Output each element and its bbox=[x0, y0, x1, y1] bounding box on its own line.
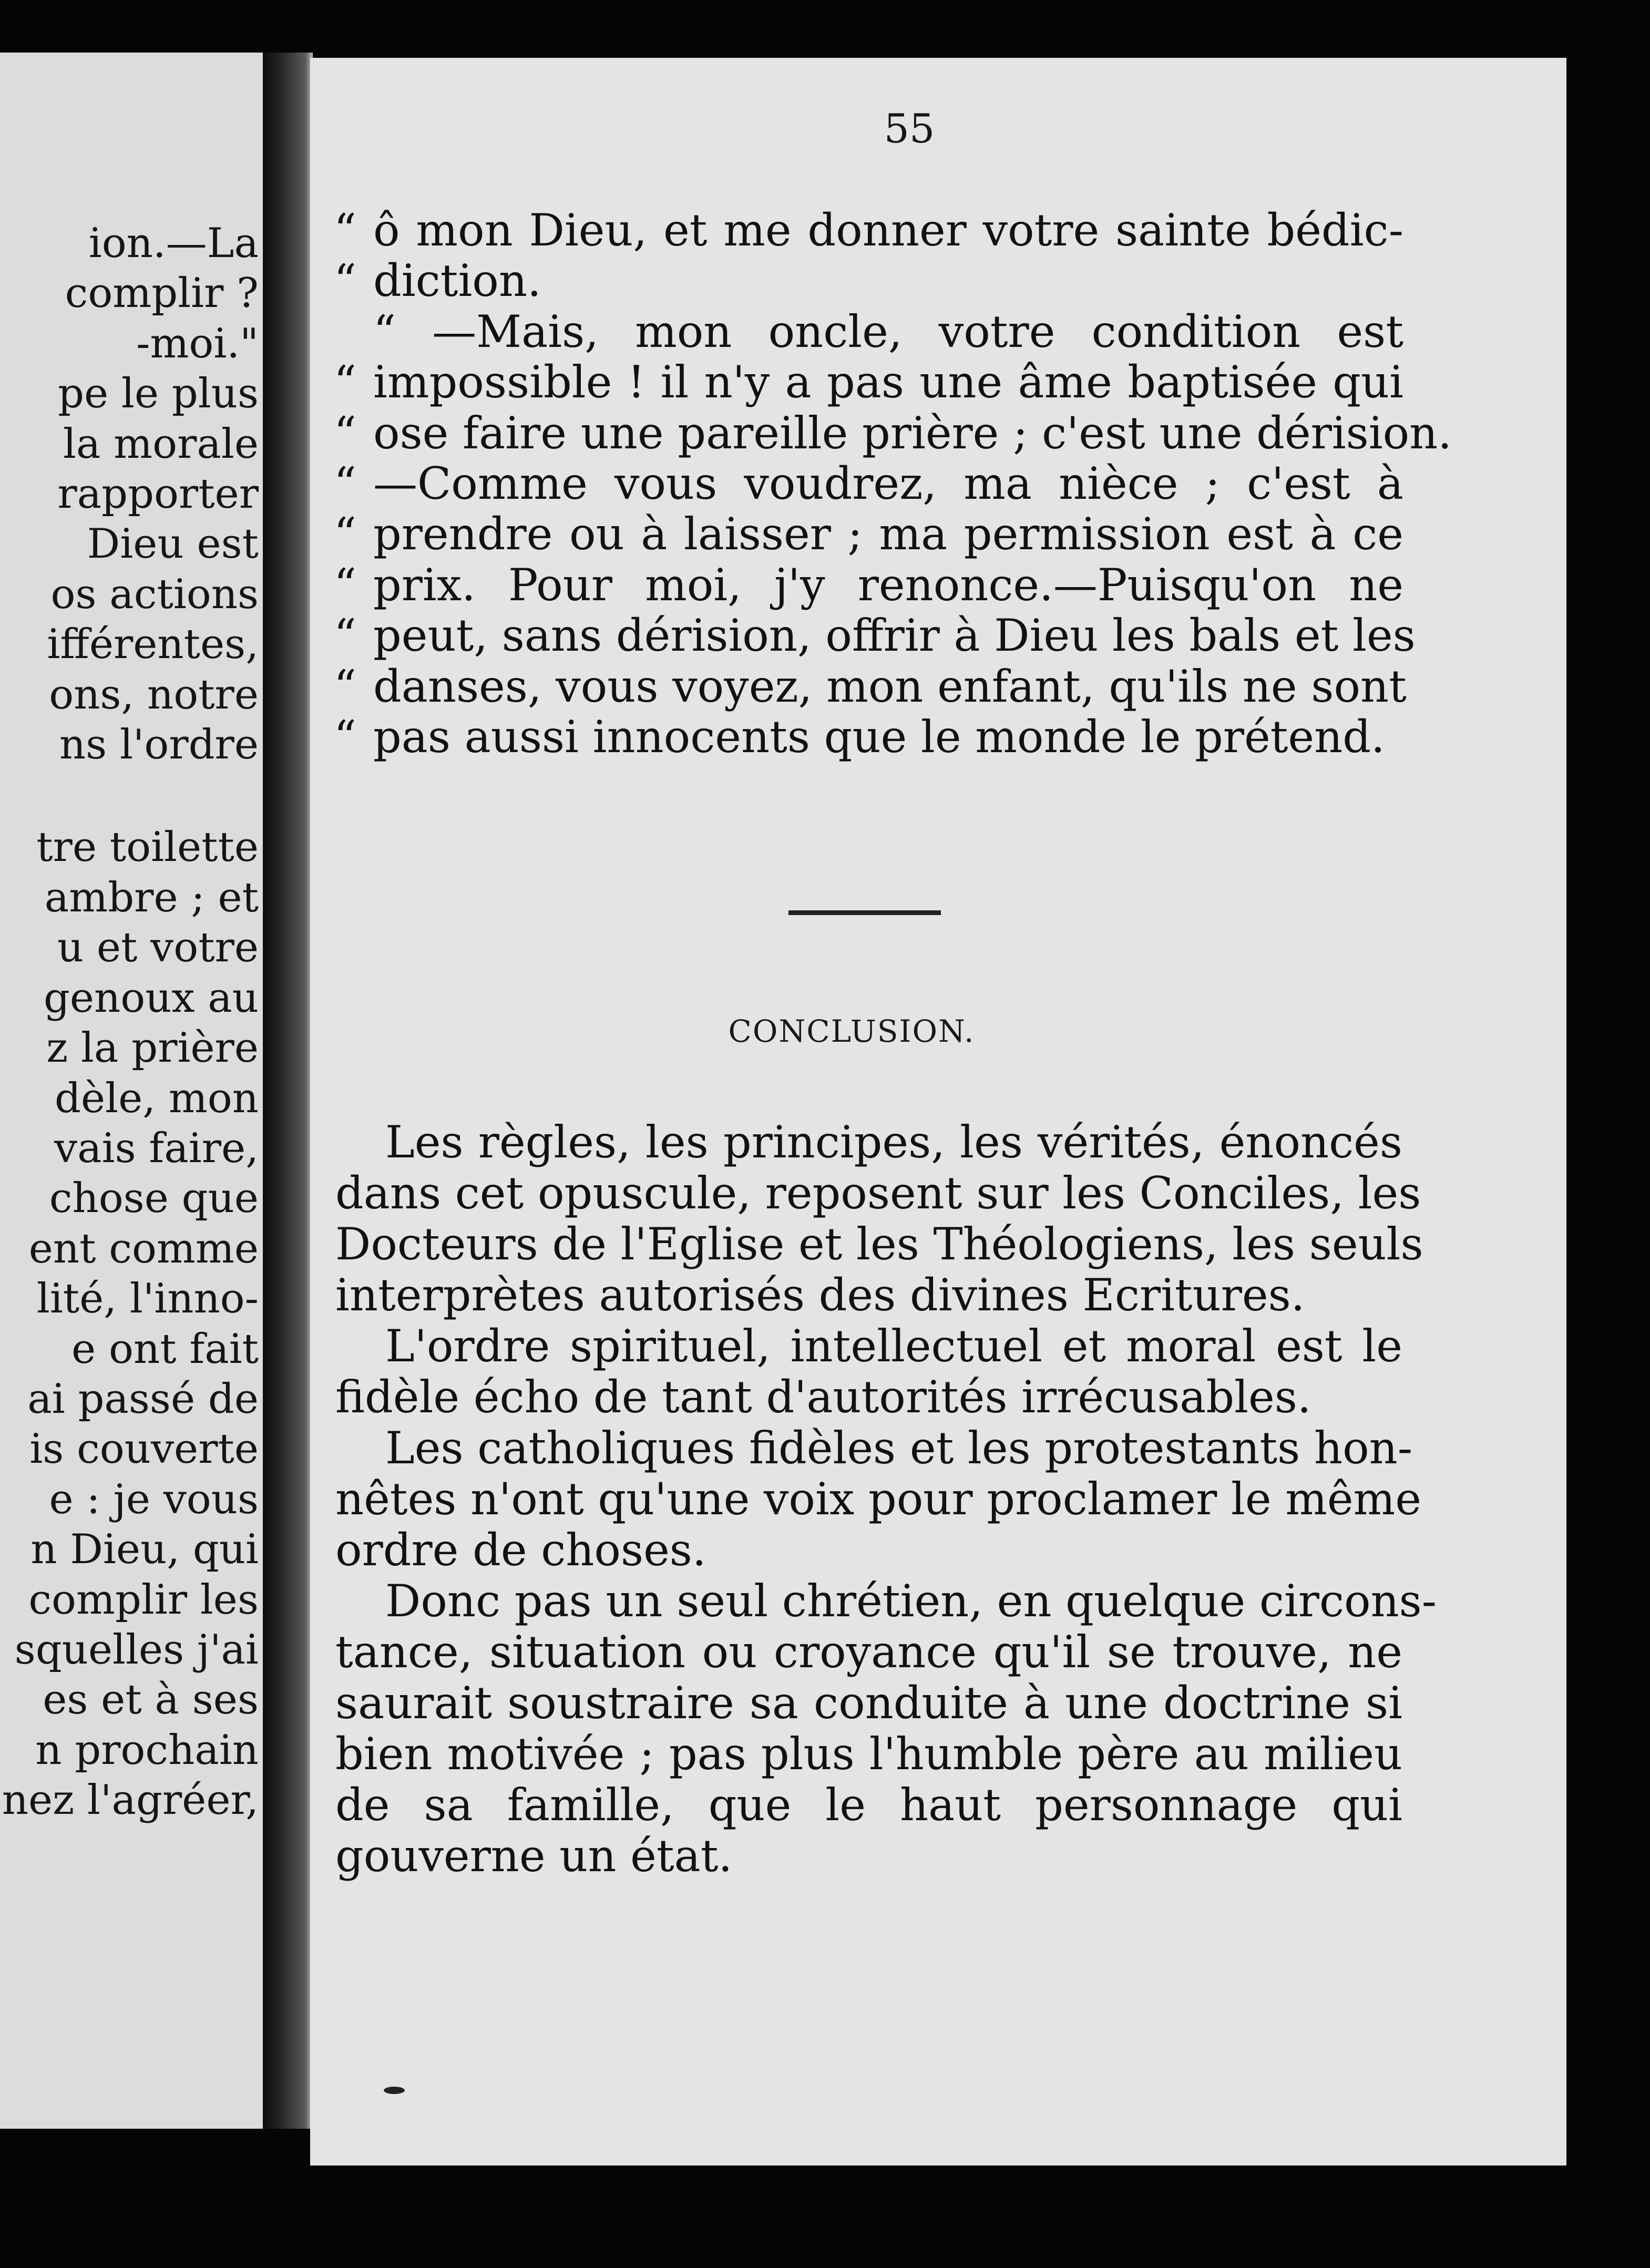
previous-page-line: squelles j'ai bbox=[14, 1626, 259, 1674]
quote-line-text: ose faire une pareille prière ; c'est une dérision. bbox=[373, 407, 1452, 459]
quote-line bbox=[334, 255, 1403, 306]
paragraph-line: nêtes n'ont qu'une voix pour proclamer le même bbox=[335, 1473, 1421, 1525]
section-heading: CONCLUSION. bbox=[728, 1013, 975, 1049]
previous-page-line: -moi." bbox=[136, 320, 259, 367]
quote-line bbox=[334, 660, 1407, 712]
quote-line-text: —Comme vous voudrez, ma nièce ; c'est à bbox=[373, 457, 1403, 509]
paragraph-line: tance, situation ou croyance qu'il se trouve, ne bbox=[335, 1626, 1402, 1678]
previous-page-line: complir ? bbox=[65, 270, 259, 317]
section-separator bbox=[788, 910, 941, 915]
book-page bbox=[310, 58, 1566, 2166]
paragraph-line: dans cet opuscule, reposent sur les Conciles, les bbox=[335, 1167, 1421, 1219]
quote-line bbox=[334, 458, 1403, 509]
previous-page-line: dèle, mon bbox=[55, 1074, 259, 1122]
book-gutter bbox=[263, 53, 313, 2129]
previous-page-line: nez l'agréer, bbox=[2, 1777, 259, 1824]
previous-page-line: is couverte bbox=[29, 1425, 259, 1473]
previous-page-line: rapporter bbox=[57, 470, 259, 518]
previous-page-line: genoux au bbox=[43, 974, 259, 1022]
paragraph-line: Les règles, les principes, les vérités, énoncés bbox=[385, 1116, 1402, 1168]
paragraph-line: saurait soustraire sa conduite à une doctrine si bbox=[335, 1677, 1402, 1729]
previous-page-line: z la prière bbox=[46, 1024, 259, 1072]
ink-blot bbox=[384, 2087, 405, 2094]
paragraph bbox=[335, 1422, 1421, 1576]
previous-page-line: n prochain bbox=[35, 1726, 259, 1774]
quote-mark: “ bbox=[334, 407, 356, 459]
blank-line bbox=[0, 770, 259, 823]
quote-line-text: ô mon Dieu, et me donner votre sainte bédic- bbox=[373, 204, 1403, 256]
paragraph-line: ordre de choses. bbox=[335, 1524, 706, 1576]
paragraph-line: interprètes autorisés des divines Ecritures. bbox=[335, 1269, 1305, 1321]
previous-page-line: ai passé de bbox=[27, 1375, 259, 1423]
previous-page-line: es et à ses bbox=[43, 1676, 259, 1724]
previous-page-line: ent comme bbox=[28, 1225, 259, 1272]
previous-page-line: ons, notre bbox=[49, 671, 259, 719]
quote-mark bbox=[334, 306, 373, 357]
previous-page-line: complir les bbox=[28, 1576, 259, 1624]
previous-page-line: Dieu est bbox=[87, 520, 259, 568]
previous-page-line: tre toilette bbox=[36, 824, 259, 871]
quote-mark: “ bbox=[334, 356, 356, 408]
paragraph-line: fidèle écho de tant d'autorités irrécusables. bbox=[335, 1371, 1311, 1423]
previous-page-line: la morale bbox=[63, 420, 259, 468]
quote-mark: “ bbox=[334, 559, 356, 611]
quote-mark: “ bbox=[334, 660, 356, 712]
quote-mark: “ bbox=[334, 255, 356, 307]
quote-line-text: diction. bbox=[373, 255, 541, 307]
paragraph-line: Docteurs de l'Eglise et les Théologiens, les seuls bbox=[335, 1218, 1423, 1270]
quote-line-text: danses, vous voyez, mon enfant, qu'ils ne sont bbox=[373, 660, 1407, 712]
paragraph bbox=[335, 1116, 1423, 1321]
quote-line-text: impossible ! il n'y a pas une âme baptisée qui bbox=[373, 356, 1403, 408]
quote-line bbox=[334, 610, 1416, 662]
previous-page-line: ion.—La bbox=[88, 220, 259, 267]
paragraph-line: de sa famille, que le haut personnage qui bbox=[335, 1779, 1402, 1831]
paragraph-line: Donc pas un seul chrétien, en quelque circons- bbox=[385, 1575, 1437, 1627]
quote-line bbox=[334, 407, 1452, 459]
quote-mark: “ bbox=[334, 508, 356, 560]
previous-page-line: chose que bbox=[49, 1175, 259, 1223]
previous-page-line: ns l'ordre bbox=[59, 721, 259, 769]
paragraph-line: L'ordre spirituel, intellectuel et moral est le bbox=[385, 1320, 1402, 1372]
previous-page-line: e : je vous bbox=[49, 1475, 259, 1523]
quote-line bbox=[334, 306, 1403, 357]
quote-mark: “ bbox=[334, 457, 356, 509]
previous-page-line: n Dieu, qui bbox=[30, 1526, 259, 1574]
quoted-dialogue bbox=[334, 204, 1452, 763]
conclusion-text bbox=[335, 1116, 1437, 1882]
paragraph-line: Les catholiques fidèles et les protestants hon- bbox=[385, 1422, 1413, 1474]
previous-page-line: pe le plus bbox=[58, 370, 259, 418]
quote-line-text: prix. Pour moi, j'y renonce.—Puisqu'on ne bbox=[373, 559, 1403, 611]
previous-page-line: os actions bbox=[50, 570, 259, 618]
paragraph-line: bien motivée ; pas plus l'humble père au milieu bbox=[335, 1728, 1402, 1780]
quote-line bbox=[334, 560, 1403, 610]
quote-line-text: “ —Mais, mon oncle, votre condition est bbox=[373, 305, 1403, 357]
quote-line bbox=[334, 205, 1403, 255]
quote-mark: “ bbox=[334, 711, 356, 763]
previous-page-line: lité, l'inno- bbox=[36, 1275, 259, 1323]
paragraph-line: gouverne un état. bbox=[335, 1830, 733, 1882]
quote-line-text: pas aussi innocents que le monde le prétend. bbox=[373, 711, 1385, 763]
quote-line-text: prendre ou à laisser ; ma permission est à ce bbox=[373, 508, 1403, 560]
previous-page-line: u et votre bbox=[57, 924, 259, 972]
previous-page-line: e ont fait bbox=[71, 1325, 259, 1373]
page-number: 55 bbox=[884, 105, 935, 152]
previous-page-edge bbox=[0, 53, 263, 2129]
paragraph bbox=[335, 1321, 1402, 1423]
previous-page-line: ambre ; et bbox=[44, 874, 259, 921]
quote-line bbox=[334, 357, 1403, 407]
quote-mark: “ bbox=[334, 204, 356, 256]
quote-line bbox=[334, 509, 1403, 559]
quote-line-text: peut, sans dérision, offrir à Dieu les bals et les bbox=[373, 610, 1416, 662]
previous-page-text bbox=[0, 219, 259, 1826]
paragraph bbox=[335, 1575, 1437, 1882]
quote-mark: “ bbox=[334, 610, 356, 662]
previous-page-line: vais faire, bbox=[54, 1124, 259, 1172]
previous-page-line: ifférentes, bbox=[47, 621, 259, 669]
quote-line bbox=[334, 712, 1403, 762]
